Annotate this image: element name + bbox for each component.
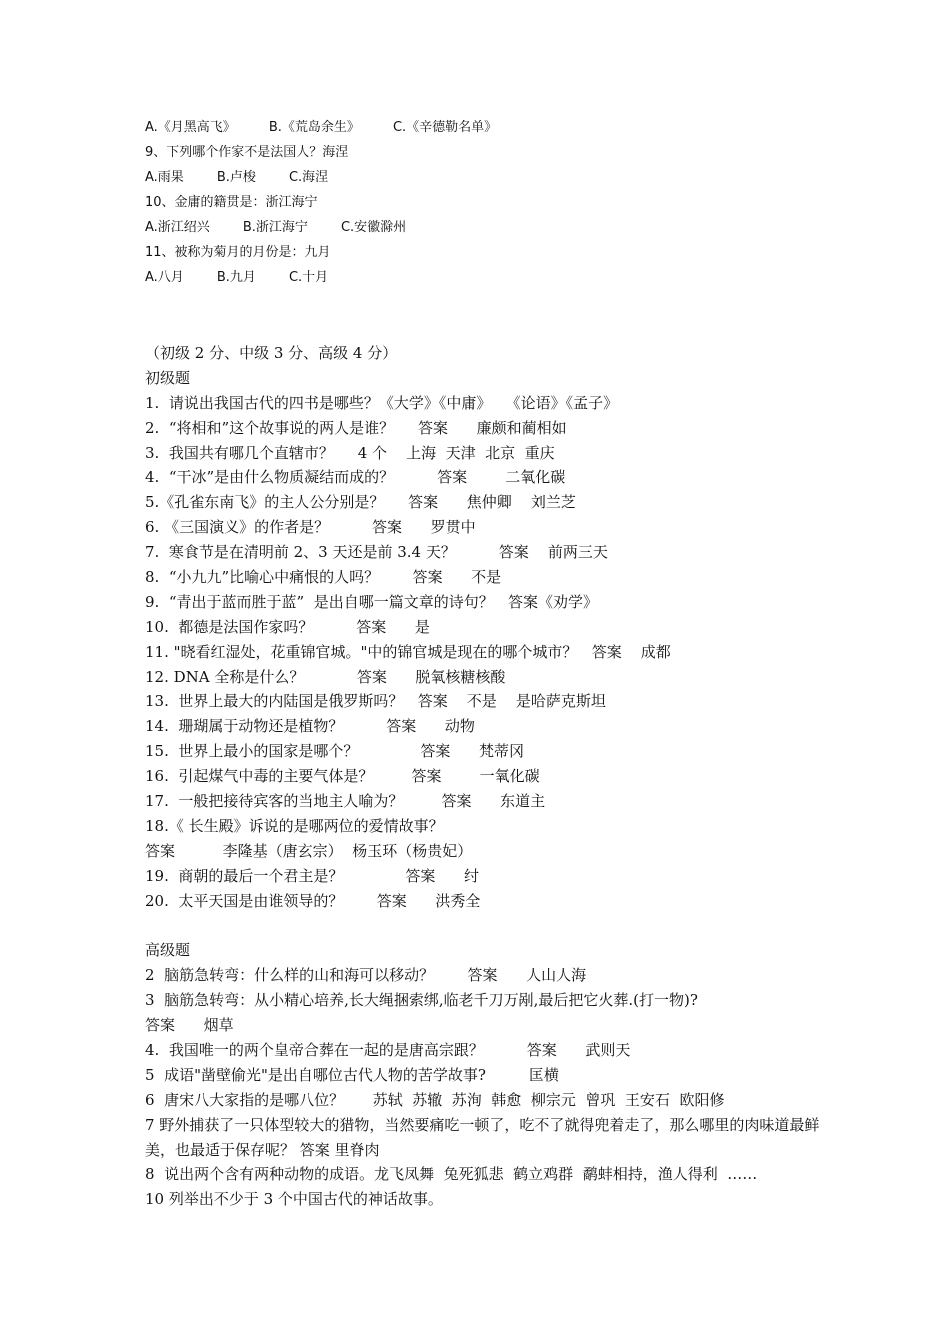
beginner-heading: 初级题	[145, 368, 191, 387]
question-item: 17. 一般把接待宾客的当地主人喻为？ 答案 东道主	[145, 792, 546, 811]
question-item: 8 说出两个含有两种动物的成语。龙飞凤舞 兔死狐悲 鹤立鸡群 鹬蚌相持，渔人得利 ……	[145, 1165, 758, 1184]
spacer	[145, 913, 825, 938]
choice-options: A.《月黑高飞》 B.《荒岛余生》 C.《辛德勒名单》	[145, 120, 498, 135]
question-item: 2. “将相和”这个故事说的两人是谁？ 答案 廉颇和蔺相如	[145, 418, 567, 437]
question-item: 2 脑筋急转弯：什么样的山和海可以移动？ 答案 人山人海	[145, 966, 587, 985]
question-item: 7. 寒食节是在清明前 2、3 天还是前 3.4 天？ 答案 前两三天	[145, 543, 608, 562]
question-item: 8. “小九九”比喻心中痛恨的人吗？ 答案 不是	[145, 568, 502, 587]
question-item: 11. "晓看红湿处，花重锦官城。"中的锦官城是现在的哪个城市？ 答案 成都	[145, 642, 671, 661]
scoring-note: （初级 2 分、中级 3 分、高级 4 分）	[145, 344, 398, 362]
question-item: 19. 商朝的最后一个君主是？ 答案 纣	[145, 866, 479, 885]
question-item: 14. 珊瑚属于动物还是植物？ 答案 动物	[145, 717, 475, 736]
multiple-choice-section	[145, 118, 925, 293]
question-item: 6. 《三国演义》的作者是？ 答案 罗贯中	[145, 518, 476, 537]
quiz-section	[145, 341, 825, 1212]
question-item: 10 列举出不少于 3 个中国古代的神话故事。	[145, 1190, 443, 1209]
question-item: 12. DNA 全称是什么？ 答案 脱氧核糖核酸	[145, 667, 506, 686]
question-item: 3 脑筋急转弯：从小精心培养,长大绳捆索绑,临老千刀万剐,最后把它火葬.(打一物)?	[145, 991, 698, 1010]
question-item: 10. 都德是法国作家吗？ 答案 是	[145, 617, 430, 636]
question-item: 9. “青出于蓝而胜于蓝” 是出自哪一篇文章的诗句？ 答案《劝学》	[145, 592, 599, 611]
question-item: 16. 引起煤气中毒的主要气体是？ 答案 一氧化碳	[145, 767, 540, 786]
answer-line: 答案 烟草	[145, 1016, 234, 1035]
question-item: 15. 世界上最小的国家是哪个？ 答案 梵蒂冈	[145, 742, 524, 761]
question-item: 4. “干冰”是由什么物质凝结而成的？ 答案 二氧化碳	[145, 468, 566, 487]
answer-line: 答案 李隆基（唐玄宗） 杨玉环（杨贵妃）	[145, 841, 473, 860]
question-item: 13. 世界上最大的内陆国是俄罗斯吗？ 答案 不是 是哈萨克斯坦	[145, 692, 606, 711]
question-item: 18.《 长生殿》诉说的是哪两位的爱情故事？	[145, 816, 444, 835]
question-line: 10、金庸的籍贯是：浙江海宁	[145, 195, 318, 210]
question-item: 5 成语"凿壁偷光"是出自哪位古代人物的苦学故事? 匡横	[145, 1065, 559, 1084]
question-item: 3. 我国共有哪几个直辖市？ 4 个 上海 天津 北京 重庆	[145, 443, 555, 462]
question-line: 11、被称为菊月的月份是：九月	[145, 245, 331, 260]
choice-options: A.浙江绍兴 B.浙江海宁 C.安徽滁州	[145, 220, 407, 235]
choice-options: A.雨果 B.卢梭 C.海涅	[145, 170, 329, 185]
choice-options: A.八月 B.九月 C.十月	[145, 270, 329, 285]
question-item: 4. 我国唯一的两个皇帝合葬在一起的是唐高宗跟？ 答案 武则天	[145, 1040, 631, 1059]
advanced-heading: 高级题	[145, 941, 191, 960]
question-item: 1. 请说出我国古代的四书是哪些？《大学》《中庸》 《论语》《孟子》	[145, 393, 619, 412]
question-line: 9、下列哪个作家不是法国人？海涅	[145, 145, 349, 160]
question-item: 20. 太平天国是由谁领导的？ 答案 洪秀全	[145, 891, 481, 910]
question-item: 6 唐宋八大家指的是哪八位？ 苏轼 苏辙 苏洵 韩愈 柳宗元 曾巩 王安石 欧阳修	[145, 1090, 725, 1109]
question-item: 5.《孔雀东南飞》的主人公分别是？ 答案 焦仲卿 刘兰芝	[145, 493, 576, 512]
question-item: 7 野外捕获了一只体型较大的猎物，当然要痛吃一顿了，吃不了就得兜着走了，那么哪里的肉味道最鲜美，也最适于保存呢？ 答案 里脊肉	[145, 1115, 820, 1159]
